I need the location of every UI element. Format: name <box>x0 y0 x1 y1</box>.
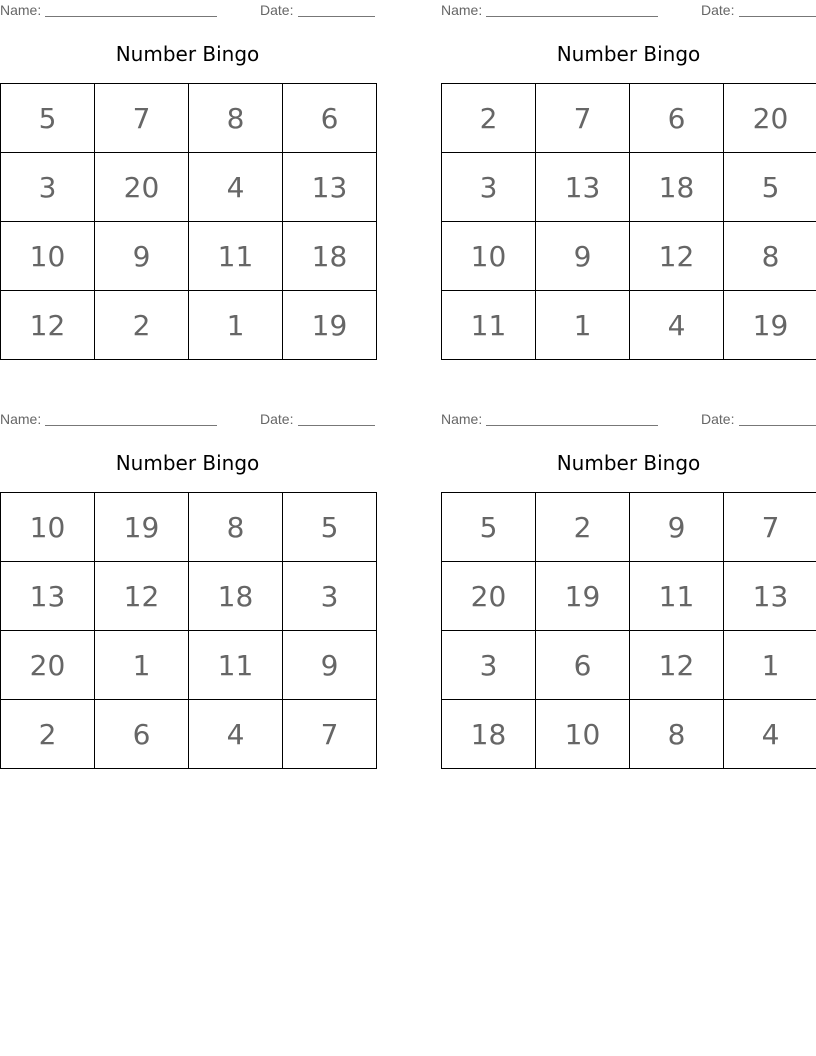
bingo-cell[interactable]: 8 <box>189 84 283 153</box>
card-title: Number Bingo <box>115 451 260 475</box>
bingo-cell[interactable]: 10 <box>536 700 630 769</box>
bingo-cell[interactable]: 12 <box>630 631 724 700</box>
bingo-cell[interactable]: 19 <box>724 291 816 360</box>
grid-row <box>442 562 816 631</box>
bingo-cell[interactable]: 20 <box>95 153 189 222</box>
grid-row <box>1 631 377 700</box>
bingo-cell[interactable]: 9 <box>630 493 724 562</box>
bingo-cell[interactable]: 11 <box>442 291 536 360</box>
date-label: Date: <box>701 411 735 427</box>
date-blank-line[interactable] <box>739 425 816 426</box>
bingo-card <box>0 0 375 365</box>
date-blank-line[interactable] <box>739 16 816 17</box>
bingo-cell[interactable]: 11 <box>189 631 283 700</box>
bingo-cell[interactable]: 5 <box>724 153 816 222</box>
bingo-cell[interactable]: 18 <box>442 700 536 769</box>
bingo-cell[interactable]: 10 <box>442 222 536 291</box>
bingo-cell[interactable]: 3 <box>283 562 377 631</box>
grid-row <box>1 84 377 153</box>
name-label: Name: <box>441 411 483 427</box>
grid-row <box>1 562 377 631</box>
bingo-cell[interactable]: 2 <box>536 493 630 562</box>
bingo-grid <box>441 83 816 360</box>
name-label: Name: <box>441 2 483 18</box>
grid-row <box>1 222 377 291</box>
name-blank-line[interactable] <box>45 425 217 426</box>
bingo-cell[interactable]: 9 <box>536 222 630 291</box>
bingo-cell[interactable]: 19 <box>536 562 630 631</box>
grid-row <box>442 291 816 360</box>
date-label: Date: <box>260 411 294 427</box>
bingo-cell[interactable]: 18 <box>283 222 377 291</box>
name-blank-line[interactable] <box>486 425 658 426</box>
card-title: Number Bingo <box>115 42 260 66</box>
bingo-cell[interactable]: 3 <box>442 153 536 222</box>
grid-row <box>442 631 816 700</box>
bingo-cell[interactable]: 6 <box>283 84 377 153</box>
date-blank-line[interactable] <box>298 16 375 17</box>
bingo-cell[interactable]: 11 <box>189 222 283 291</box>
name-blank-line[interactable] <box>486 16 658 17</box>
bingo-cell[interactable]: 4 <box>724 700 816 769</box>
grid-row <box>1 153 377 222</box>
bingo-cell[interactable]: 3 <box>442 631 536 700</box>
bingo-cell[interactable]: 11 <box>630 562 724 631</box>
bingo-cell[interactable]: 12 <box>1 291 95 360</box>
grid-row <box>1 700 377 769</box>
name-date-header <box>441 0 816 20</box>
bingo-cell[interactable]: 1 <box>95 631 189 700</box>
bingo-cell[interactable]: 12 <box>630 222 724 291</box>
bingo-cell[interactable]: 2 <box>95 291 189 360</box>
bingo-cell[interactable]: 6 <box>536 631 630 700</box>
bingo-cell[interactable]: 20 <box>724 84 816 153</box>
bingo-cell[interactable]: 13 <box>536 153 630 222</box>
bingo-cell[interactable]: 10 <box>1 222 95 291</box>
date-label: Date: <box>260 2 294 18</box>
bingo-cell[interactable]: 4 <box>630 291 724 360</box>
grid-row <box>442 153 816 222</box>
bingo-cell[interactable]: 7 <box>283 700 377 769</box>
grid-row <box>1 493 377 562</box>
bingo-cell[interactable]: 18 <box>189 562 283 631</box>
bingo-cell[interactable]: 2 <box>1 700 95 769</box>
bingo-cell[interactable]: 12 <box>95 562 189 631</box>
bingo-cell[interactable]: 7 <box>95 84 189 153</box>
bingo-card <box>441 0 816 365</box>
bingo-cell[interactable]: 5 <box>1 84 95 153</box>
card-title: Number Bingo <box>556 42 701 66</box>
bingo-grid <box>0 83 377 360</box>
grid-row <box>442 222 816 291</box>
grid-row <box>1 291 377 360</box>
bingo-cell[interactable]: 19 <box>283 291 377 360</box>
bingo-cell[interactable]: 10 <box>1 493 95 562</box>
bingo-cell[interactable]: 1 <box>536 291 630 360</box>
bingo-cell[interactable]: 18 <box>630 153 724 222</box>
bingo-card <box>441 409 816 774</box>
bingo-cell[interactable]: 8 <box>724 222 816 291</box>
bingo-cell[interactable]: 5 <box>442 493 536 562</box>
bingo-cell[interactable]: 8 <box>630 700 724 769</box>
bingo-cell[interactable]: 1 <box>189 291 283 360</box>
bingo-cell[interactable]: 6 <box>630 84 724 153</box>
bingo-cell[interactable]: 7 <box>536 84 630 153</box>
bingo-grid <box>0 492 377 769</box>
bingo-cell[interactable]: 7 <box>724 493 816 562</box>
bingo-cell[interactable]: 6 <box>95 700 189 769</box>
bingo-cell[interactable]: 8 <box>189 493 283 562</box>
bingo-cell[interactable]: 5 <box>283 493 377 562</box>
bingo-cell[interactable]: 13 <box>283 153 377 222</box>
date-blank-line[interactable] <box>298 425 375 426</box>
bingo-cell[interactable]: 4 <box>189 700 283 769</box>
name-label: Name: <box>0 2 42 18</box>
bingo-cell[interactable]: 1 <box>724 631 816 700</box>
bingo-cell[interactable]: 13 <box>724 562 816 631</box>
name-blank-line[interactable] <box>45 16 217 17</box>
bingo-grid <box>441 492 816 769</box>
bingo-card <box>0 409 375 774</box>
bingo-cell[interactable]: 2 <box>442 84 536 153</box>
name-date-header <box>441 409 816 429</box>
name-label: Name: <box>0 411 42 427</box>
grid-row <box>442 84 816 153</box>
bingo-cell[interactable]: 9 <box>95 222 189 291</box>
card-title: Number Bingo <box>556 451 701 475</box>
bingo-cell[interactable]: 19 <box>95 493 189 562</box>
bingo-cell[interactable]: 20 <box>1 631 95 700</box>
bingo-cell[interactable]: 13 <box>1 562 95 631</box>
bingo-cell[interactable]: 4 <box>189 153 283 222</box>
name-date-header <box>0 409 375 429</box>
bingo-cell[interactable]: 3 <box>1 153 95 222</box>
date-label: Date: <box>701 2 735 18</box>
bingo-cell[interactable]: 9 <box>283 631 377 700</box>
bingo-cell[interactable]: 20 <box>442 562 536 631</box>
name-date-header <box>0 0 375 20</box>
grid-row <box>442 700 816 769</box>
grid-row <box>442 493 816 562</box>
